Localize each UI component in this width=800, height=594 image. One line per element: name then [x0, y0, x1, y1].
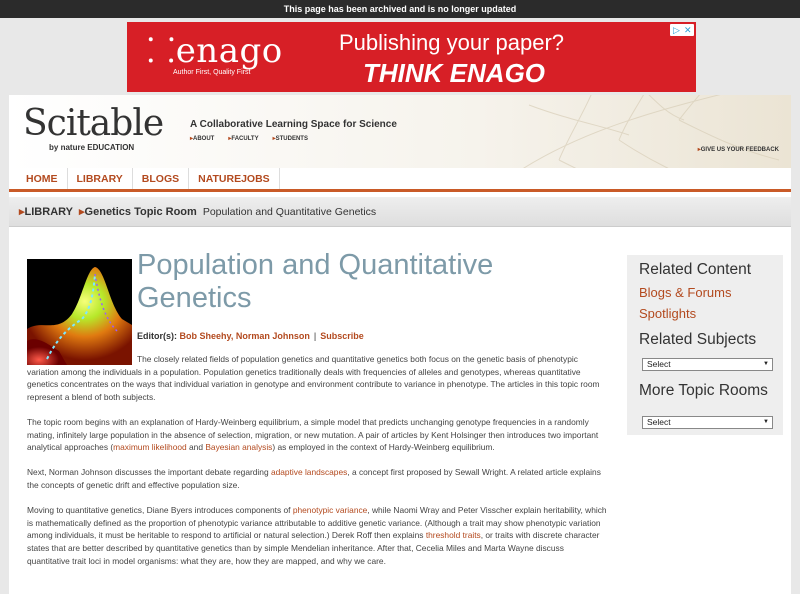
close-icon[interactable]: ✕ — [684, 25, 692, 35]
archive-notice: This page has been archived and is no longer updated — [283, 4, 517, 14]
advertisement-banner[interactable] — [127, 22, 696, 92]
subnav-faculty[interactable]: ▸ FACULTY — [228, 135, 258, 142]
landscape-paragraph — [27, 466, 609, 491]
more-topic-rooms-heading: More Topic Rooms — [639, 382, 768, 399]
nav-blogs[interactable]: BLOGS — [133, 168, 189, 189]
site-header — [9, 95, 791, 168]
spotlights-link[interactable]: Spotlights — [639, 306, 697, 321]
nav-home[interactable]: HOME — [17, 168, 68, 189]
archive-notice-bar — [0, 0, 800, 18]
ad-tagline: Author First, Quality First — [173, 69, 251, 76]
page-title: Population and Quantitative Genetics — [137, 249, 494, 314]
scitable-logo[interactable]: Scitable — [23, 103, 164, 144]
related-subjects-heading: Related Subjects — [639, 331, 757, 348]
breadcrumb-genetics-room[interactable]: ▸ Genetics Topic Room — [79, 205, 197, 218]
ad-headline: Publishing your paper? — [339, 30, 565, 55]
related-subjects-select[interactable]: Select ▼ — [642, 358, 773, 371]
p4-text-a: Moving to quantitative genetics, Diane Byers introduces components of — [27, 505, 293, 516]
p3-text-a: Next, Norman Johnson discusses the important debate regarding — [27, 467, 271, 478]
main-nav — [9, 168, 791, 192]
site-tagline: A Collaborative Learning Space for Science — [190, 119, 397, 130]
p4-text-b: , while Naomi Wray and Peter Visscher explain heritability, which is mathematically defined as the proportion of phenotypic variance attributable to additive genetic variance. (Although a trait may show phenotypic variation among individuals, it must be heritable to respond to artificial or natural selection.) Derek Roff then explains — [27, 505, 607, 541]
ad-brand-text: enago — [175, 31, 283, 71]
intro-paragraph: The closely related fields of population genetics and quantitative genetics both focus on the genetic basis of phenotypic variation among the individuals in a population. Population genetics traditionally deals with frequencies of alleles and genotypes, whereas quantitative genetics concentrates on the ways that individual variation in genotype and environment contribute to variance in phenotype. The articles in this topic room represent a blend of both subjects. — [27, 354, 600, 402]
p3-text-b: , a concept first proposed by Sewall Wright. A related article explains the concepts of genetic drift and effective population size. — [27, 467, 601, 490]
nature-education-logo — [49, 143, 134, 152]
ad-choices[interactable] — [670, 24, 694, 36]
breadcrumb — [9, 197, 791, 227]
editors-names[interactable]: Bob Sheehy, Norman Johnson — [179, 331, 310, 341]
breadcrumb-library[interactable]: ▸ LIBRARY — [19, 205, 73, 218]
editors-label: Editor(s): — [137, 331, 177, 341]
sidebar — [627, 255, 783, 435]
editors-separator: | — [313, 331, 317, 341]
logo-sub-brand: nature EDUCATION — [60, 143, 135, 152]
related-content-heading: Related Content — [639, 261, 752, 278]
nav-naturejobs[interactable]: NATUREJOBS — [189, 168, 280, 189]
topic-room-thumbnail — [27, 259, 132, 365]
leaf-background-icon — [479, 95, 791, 168]
ad-brand — [147, 26, 283, 72]
p2-text-a: The topic room begins with an explanation of Hardy-Weinberg equilibrium, a simple model that predicts unchanging genotype frequencies in a randomly mating, infinitely large population in the absence of selection, migration, or new mutation. A pair of articles by Kent Holsinger then introduces two important analytical approaches ( — [27, 416, 599, 453]
subscribe-link[interactable]: Subscribe — [320, 331, 364, 341]
header-subnav — [190, 135, 308, 142]
quantitative-paragraph — [27, 504, 609, 567]
hardy-weinberg-paragraph — [27, 416, 609, 454]
adchoices-icon[interactable]: ▷ — [673, 25, 680, 35]
ad-cta-brand: ENAGO — [449, 58, 546, 88]
ad-logo-mark: ⸬ — [147, 31, 176, 71]
subnav-students[interactable]: ▸ STUDENTS — [273, 135, 308, 142]
feedback-link[interactable]: ▸ GIVE US YOUR FEEDBACK — [698, 146, 779, 153]
adaptive-landscape-icon — [27, 259, 132, 365]
nav-library[interactable]: LIBRARY — [68, 168, 133, 189]
link-phenotypic-variance[interactable]: phenotypic variance — [292, 505, 368, 516]
p4-text-c: , or traits with discrete character states that are better described by quantitative genetics than by simple Mendelian inheritance. After that, Cecelia Miles and Marta Wayne discuss quantitative trait loci in model organisms: what they are, how they are mapped, and why we care. — [27, 530, 600, 566]
article-body — [27, 353, 609, 580]
link-maximum-likelihood[interactable]: maximum likelihood — [113, 442, 187, 453]
blogs-forums-link[interactable]: Blogs & Forums — [639, 285, 732, 300]
subnav-about[interactable]: ▸ ABOUT — [190, 135, 214, 142]
ad-cta-prefix: THINK — [363, 58, 443, 88]
p2-text-b: ) as employed in the context of Hardy-Weinberg equilibrium. — [272, 442, 495, 453]
link-bayesian-analysis[interactable]: Bayesian analysis — [205, 442, 273, 453]
scitable-page — [9, 95, 791, 594]
logo-sub-by: by — [49, 143, 59, 152]
link-threshold-traits[interactable]: threshold traits — [425, 530, 481, 541]
editors-line — [137, 331, 364, 341]
topic-rooms-select[interactable]: Select ▼ — [642, 416, 773, 429]
p2-text-and: and — [186, 442, 206, 453]
ad-cta — [363, 58, 545, 89]
link-adaptive-landscapes[interactable]: adaptive landscapes — [270, 467, 348, 478]
breadcrumb-current: Population and Quantitative Genetics — [202, 205, 377, 218]
